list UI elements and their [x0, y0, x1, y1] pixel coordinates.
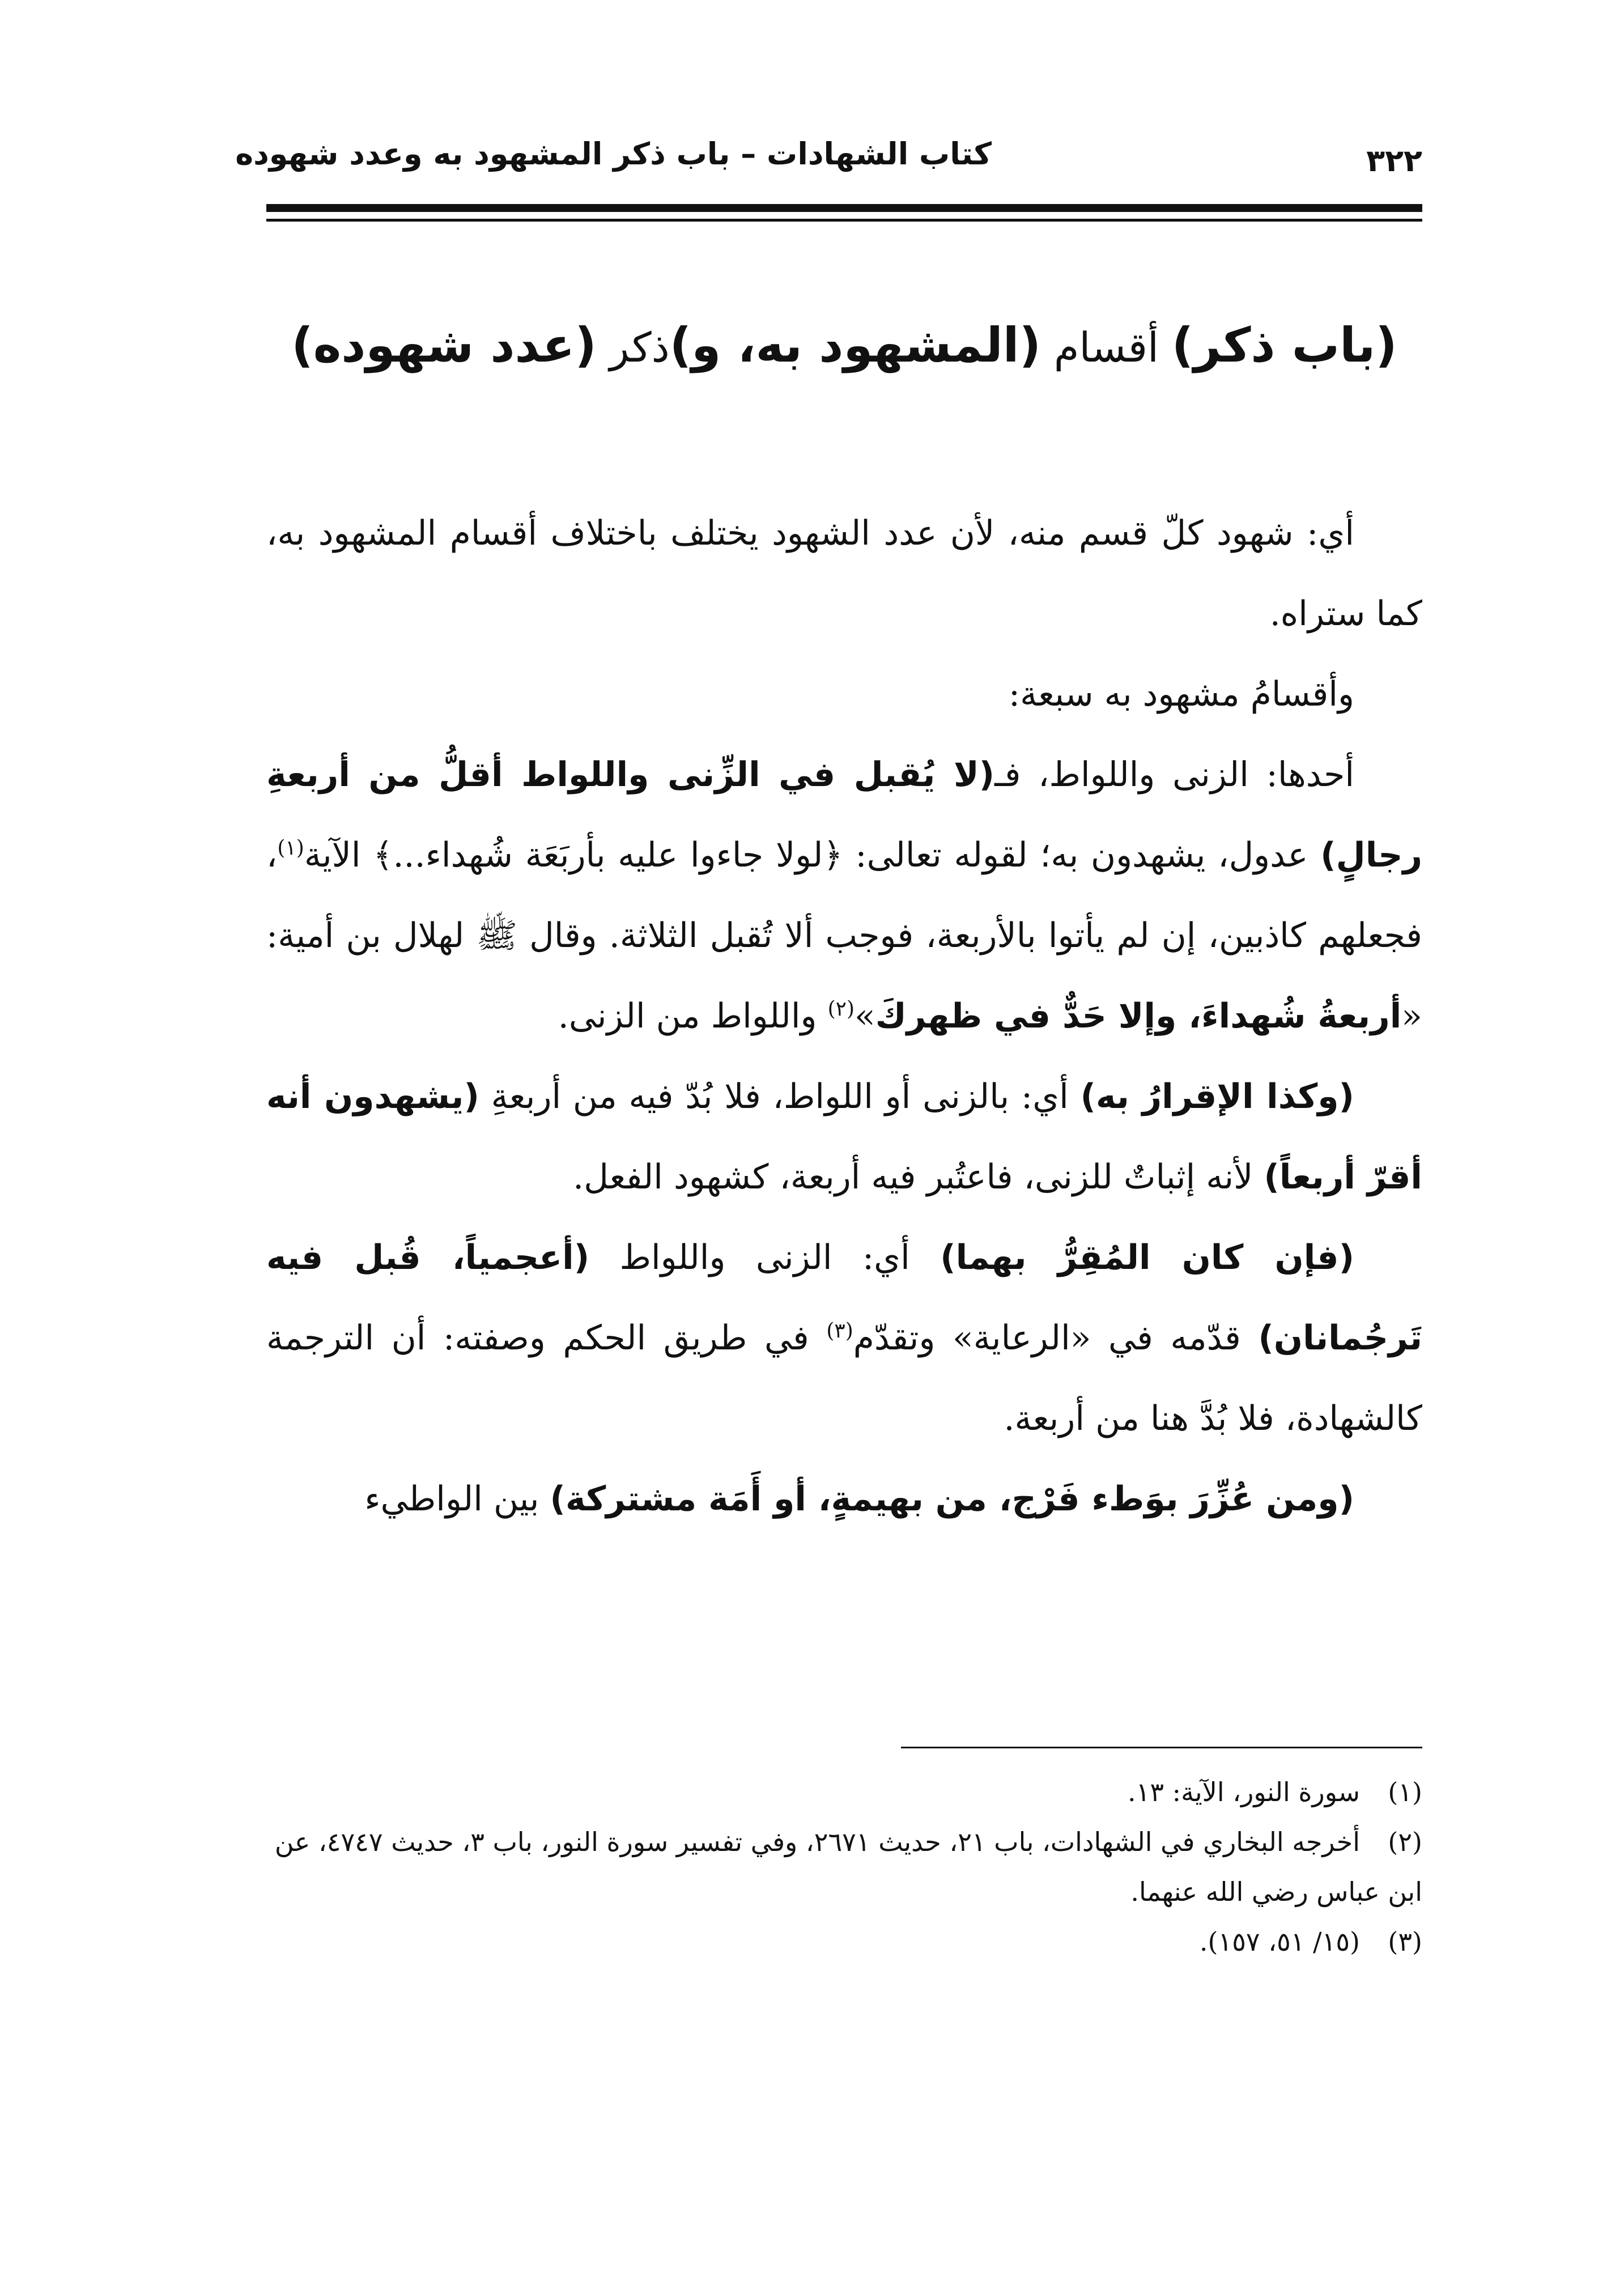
- page-header: [235, 130, 1422, 198]
- p3-text-d: ، فجعلهم كاذبين، إن لم يأتوا بالأربعة، فوجب ألا تُقبل الثلاثة. وقال ﷺ لهلال بن أمية: «: [266, 835, 1422, 1036]
- p5-text-d: في طريق الحكم وصفته: أن الترجمة كالشهادة، فلا بُدَّ هنا من أربعة.: [266, 1318, 1422, 1438]
- p3-text-a: أحدها: الزنى واللواط، فـ: [994, 755, 1355, 795]
- footnote-1: [266, 1767, 1422, 1817]
- p5-text-c: قدّمه في «الرعاية» وتقدّم: [853, 1318, 1259, 1358]
- paragraph-3: [266, 734, 1422, 1056]
- p3-bold-a: (لا يُقبل في الزِّنى واللواط أقلُّ من أربعةِ رجالٍ): [266, 755, 1423, 875]
- p6-text-a: بين الواطيء: [364, 1479, 550, 1519]
- chapter-paren-close-1: ): [1171, 317, 1194, 373]
- p4-text-a: أي: بالزنى أو اللواط، فلا بُدّ فيه من أربعةِ: [479, 1077, 1081, 1116]
- chapter-paren-close-3: ): [291, 317, 313, 373]
- footnote-ref-3: (٣): [826, 1319, 853, 1343]
- p4-bold-a: (وكذا الإقرارُ به): [1080, 1077, 1354, 1116]
- footnote-2-text: أخرجه البخاري في الشهادات، باب ٢١، حديث ٢٦٧١، وفي تفسير سورة النور، باب ٣، حديث ٤٧٤٧، عن ابن عباس رضي الله عنهما.: [274, 1827, 1422, 1907]
- p5-text-a: أي: الزنى واللواط: [589, 1238, 941, 1277]
- chapter-bold-2: المشهود به، و: [691, 317, 1019, 373]
- paragraph-2: وأقسامُ مشهود به سبعة:: [1008, 674, 1354, 714]
- p3-text-f: واللواط من الزنى.: [558, 996, 828, 1036]
- header-rule-thick: [266, 204, 1422, 212]
- running-title: كتاب الشهادات – باب ذكر المشهود به وعدد شهوده: [235, 136, 992, 172]
- chapter-plain-1: أقسام: [1040, 324, 1172, 371]
- footnote-2-number: (٢): [1388, 1827, 1422, 1857]
- header-rule-thin: [266, 219, 1422, 222]
- footnotes: [266, 1767, 1422, 1967]
- footnote-1-text: سورة النور، الآية: ١٣.: [1127, 1777, 1360, 1807]
- footnote-2: [266, 1817, 1422, 1917]
- chapter-bold-3: عدد شهوده: [313, 317, 575, 373]
- p3-bold-b: أربعةُ شُهداءَ، وإلا حَدٌّ في ظهركَ: [875, 996, 1402, 1036]
- p3-text-c: عدول، يشهدون به؛ لقوله تعالى: ﴿لولا جاءوا عليه بأربَعَة شُهداء...﴾ الآية: [304, 835, 1321, 875]
- p4-text-c: لأنه إثباتٌ للزنى، فاعتُبر فيه أربعة، كشهود الفعل.: [573, 1157, 1264, 1197]
- paragraph-6: [266, 1459, 1422, 1539]
- footnote-ref-2: (٢): [827, 997, 855, 1021]
- chapter-paren-open-2: (: [1019, 317, 1041, 373]
- paragraph-5: [266, 1217, 1422, 1459]
- paragraph-1: أي: شهود كلّ قسم منه، لأن عدد الشهود يختلف باختلاف أقسام المشهود به، كما ستراه.: [266, 513, 1422, 634]
- chapter-title: [266, 317, 1422, 373]
- chapter-paren-open-1: (: [1375, 317, 1397, 373]
- footnote-3-text: (١٥/ ٥١، ١٥٧).: [1199, 1926, 1360, 1957]
- p5-bold-b: (أعجمياً، قُبل فيه تَرجُمانان): [266, 1238, 1423, 1358]
- page-number: ٣٢٢: [1366, 143, 1422, 179]
- footnote-1-number: (١): [1388, 1777, 1422, 1807]
- p5-bold-a: (فإن كان المُقِرُّ بهما): [940, 1238, 1354, 1277]
- p6-bold-a: (ومن عُزِّرَ بوَطء فَرْج، من بهيمةٍ، أو أَمَة مشتركة): [550, 1479, 1354, 1519]
- body-text: [266, 493, 1422, 1539]
- paragraph-4: [266, 1056, 1422, 1217]
- chapter-paren-open-3: (: [575, 317, 597, 373]
- chapter-plain-2: ذكر: [596, 324, 670, 371]
- footnote-3: [266, 1917, 1422, 1967]
- p3-text-e: »: [854, 996, 875, 1036]
- footnote-ref-1: (١): [277, 836, 304, 860]
- p4-bold-b: (يشهدون أنه أقرّ أربعاً): [266, 1077, 1422, 1197]
- footnote-separator: [901, 1747, 1422, 1748]
- chapter-paren-close-2: ): [669, 317, 692, 373]
- chapter-bold-1: باب ذكر: [1193, 317, 1376, 373]
- footnote-3-number: (٣): [1388, 1926, 1422, 1957]
